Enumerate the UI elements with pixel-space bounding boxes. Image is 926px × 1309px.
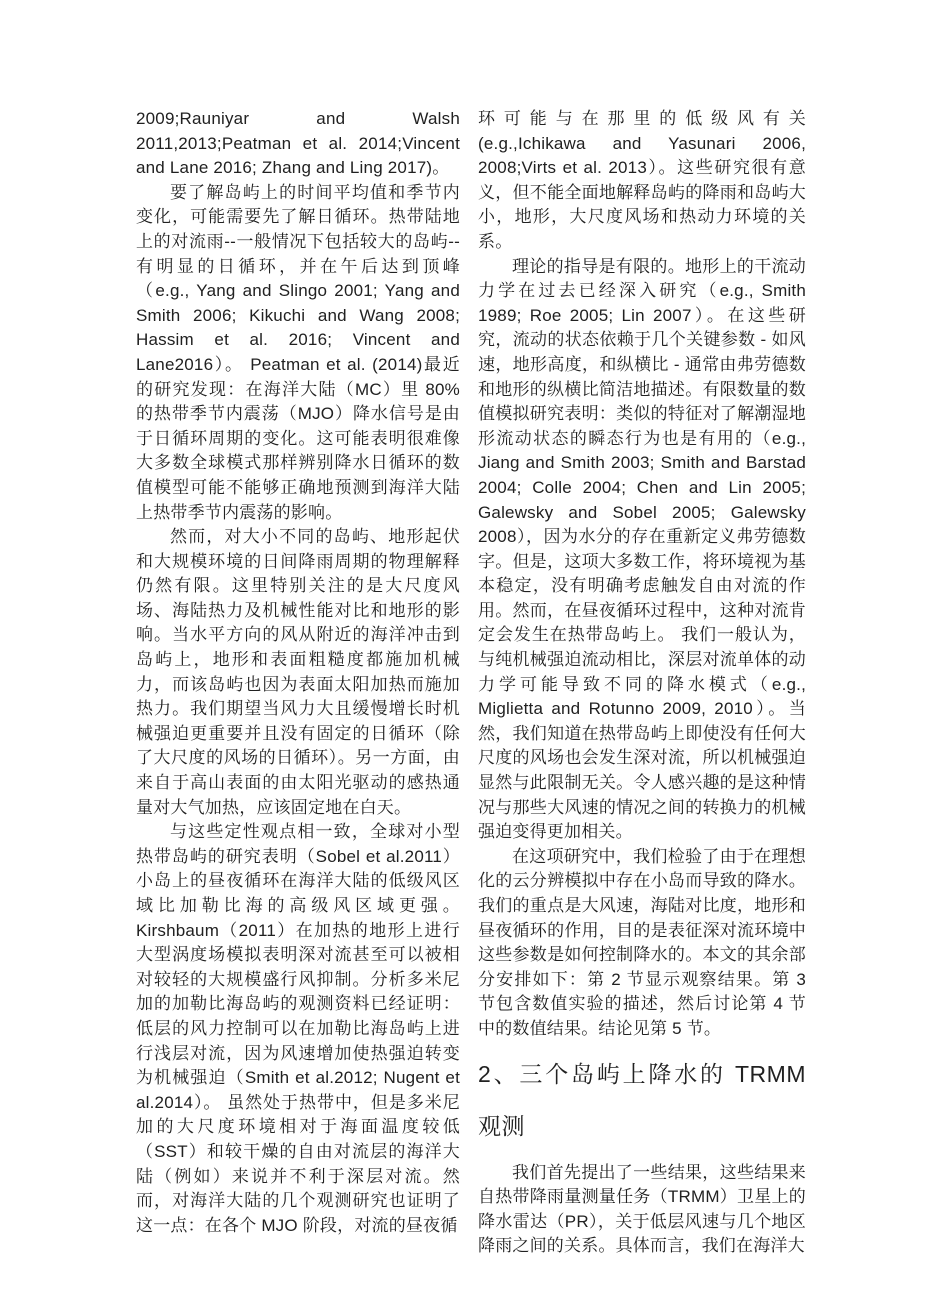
paragraph-trmm-results-intro: 我们首先提出了一些结果，这些结果来自热带降雨量测量任务（TRMM）卫星上的降水雷达（PR），关于低层风速与几个地区降雨之间的关系。具体而言，我们在海洋大 bbox=[478, 1162, 806, 1256]
paragraph-citation-continuation: 2009;Rauniyar and Walsh 2011,2013;Peatman et al. 2014;Vincent and Lane 2016; Zhang and Ling 2017)。 bbox=[136, 109, 460, 178]
paragraph-low-level-wind-continuation: 环可能与在那里的低级风有关(e.g.,Ichikawa and Yasunari 2006, 2008;Virts et al. 2013）。这些研究很有意义，但不能全面地解释岛屿的降雨和岛屿大小，地形，大尺度风场和热动力环境的关系。 bbox=[478, 109, 806, 251]
paragraph-small-island-studies: 与这些定性观点相一致，全球对小型热带岛屿的研究表明（Sobel et al.2011）小岛上的昼夜循环在海洋大陆的低级风区域比加勒比海的高级风区域更强。 Kirshbaum（2011）在加热的地形上进行大型涡度场模拟表明深对流甚至可以被相对较轻的大规模盛行风抑制。分析多米尼加的加勒比海岛屿的观测资料已经证明：低层的风力控制可以在加勒比海岛屿上进行浅层对流，因为风速增加使热强迫转变为机械强迫（Smith et al.2012; Nugent et al.2014）。 虽然处于热带中，但是多米尼加的大尺度环境相对于海面温度较低（SST）和较干燥的自由对流层的海洋大陆（例如）来说并不利于深层对流。然而，对海洋大陆的几个观测研究也证明了这一点：在各个 MJO 阶段，对流的昼夜循 bbox=[136, 822, 460, 1235]
paragraph-physical-explanation: 然而，对大小不同的岛屿、地形起伏和大规模环境的日间降雨周期的物理解释仍然有限。这里特别关注的是大尺度风场、海陆热力及机械性能对比和地形的影响。当水平方向的风从附近的海洋冲击到岛屿上，地形和表面粗糙度都施加机械力，而该岛屿也因为表面太阳加热而施加热力。我们期望当风力大且缓慢增长时机械强迫更重要并且没有固定的日循环（除了大尺度的风场的日循环）。另一方面，由来自于高山表面的由太阳光驱动的感热通量对大气加热，应该固定地在白天。 bbox=[136, 527, 460, 817]
paragraph-diurnal-cycle-intro: 要了解岛屿上的时间平均值和季节内变化，可能需要先了解日循环。热带陆地上的对流雨--一般情况下包括较大的岛屿--有明显的日循环，并在午后达到顶峰（e.g., Yang and Slingo 2001; Yang and Smith 2006; Kikuchi and Wang 2008; Hassim et al. 2016; Vincent and Lane2016）。 Peatman et al. (2014)最近的研究发现：在海洋大陆（MC）里 80%的热带季节内震荡（MJO）降水信号是由于日循环周期的变化。这可能表明很难像大多数全球模式那样辨别降水日循环的数值模型可能不能够正确地预测到海洋大陆上热带季节内震荡的影响。 bbox=[136, 182, 460, 522]
left-column bbox=[136, 107, 460, 1249]
section-heading-trmm-observations: 2、三个岛屿上降水的 TRMM 观测 bbox=[478, 1060, 806, 1139]
paragraph-study-overview: 在这项研究中，我们检验了由于在理想化的云分辨模拟中存在小岛而导致的降水。我们的重点是大风速，海陆对比度，地形和昼夜循环的作用，目的是表征深对流环境中这些参数是如何控制降水的。本文的其余部分安排如下：第 2 节显示观察结果。第 3 节包含数值实验的描述，然后讨论第 4 节中的数值结果。结论见第 5 节。 bbox=[478, 846, 806, 1038]
right-column bbox=[478, 107, 806, 1256]
paragraph-theoretical-guidance: 理论的指导是有限的。地形上的干流动力学在过去已经深入研究（e.g., Smith 1989; Roe 2005; Lin 2007）。在这些研究，流动的状态依赖于几个关键参数 - 如风速，地形高度，和纵横比 - 通常由弗劳德数和地形的纵横比简洁地描述。有限数量的数值模拟研究表明：类似的特征对了解潮湿地形流动状态的瞬态行为也是有用的（e.g., Jiang and Smith 2003; Smith and Barstad 2004; Colle 2004; Chen and Lin 2005; Galewsky and Sobel 2005; Galewsky 2008），因为水分的存在重新定义弗劳德数字。但是，这项大多数工作，将环境视为基本稳定，没有明确考虑触发自由对流的作用。然而，在昼夜循环过程中，这种对流肯定会发生在热带岛屿上。 我们一般认为，与纯机械强迫流动相比，深层对流单体的动力学可能导致不同的降水模式（e.g., Miglietta and Rotunno 2009, 2010）。当然，我们知道在热带岛屿上即使没有任何大尺度的风场也会发生深对流，所以机械强迫显然与此限制无关。令人感兴趣的是这种情况与那些大风速的情况之间的转换力的机械强迫变得更加相关。 bbox=[478, 256, 806, 842]
